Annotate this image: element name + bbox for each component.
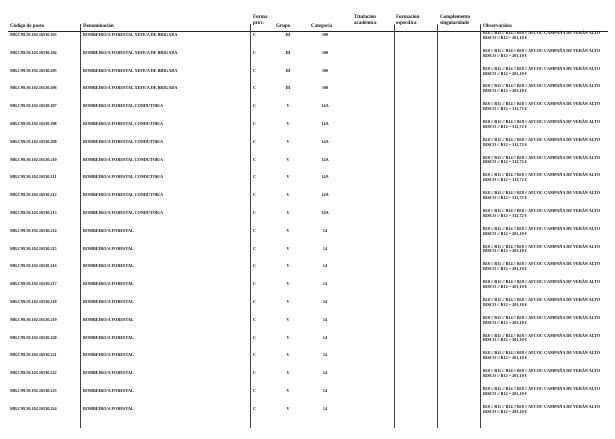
cell-observaciones: B10 // B11 // B14 // B18 // AFCOC CAMPAÑA DE VERÁN ALTO RISCO // B12 = 201,10 € bbox=[483, 403, 601, 414]
cell-grupo: V bbox=[286, 174, 290, 180]
cell-forma-prov: C bbox=[253, 67, 257, 73]
header-observaciones: Observacións bbox=[483, 24, 512, 29]
cell-denominacion: BOMBEIRO/A FORESTAL bbox=[83, 298, 134, 304]
table-row bbox=[0, 184, 615, 202]
cell-codigo: MR.C99.50.102.16530.213 bbox=[10, 209, 57, 215]
cell-observaciones: B10 // B11 // B14 // B18 // AFCOC CAMPAÑA DE VERÁN ALTO RISCO // B12 = 201,10 € bbox=[483, 332, 601, 343]
cell-forma-prov: C bbox=[253, 85, 257, 91]
cell-categoria: 14 bbox=[322, 298, 328, 304]
header-titulacion-line2: académica bbox=[354, 20, 377, 26]
cell-codigo: MR.C99.50.102.16530.222 bbox=[10, 370, 57, 376]
cell-codigo: MR.C99.50.102.16530.221 bbox=[10, 352, 57, 358]
cell-forma-prov: C bbox=[253, 156, 257, 162]
table-row bbox=[0, 362, 615, 380]
cell-categoria: 14A bbox=[321, 120, 329, 126]
cell-forma-prov: C bbox=[253, 174, 257, 180]
cell-forma-prov: C bbox=[253, 120, 257, 126]
cell-denominacion: BOMBEIRO/A FORESTAL bbox=[83, 405, 134, 411]
table-row bbox=[0, 255, 615, 273]
header-complemento-line1: Complemento bbox=[440, 15, 470, 20]
cell-denominacion: BOMBEIRO/A FORESTAL bbox=[83, 281, 134, 287]
cell-observaciones: B10 // B11 // B14 // B18 // AFCOC CAMPAÑA DE VERÁN ALTO RISCO // B12 = 201,10 € bbox=[483, 368, 601, 379]
cell-forma-prov: C bbox=[253, 138, 257, 144]
cell-codigo: MR.C99.50.102.16530.209 bbox=[10, 138, 57, 144]
header-grupo: Grupo bbox=[276, 24, 291, 29]
cell-grupo: III bbox=[285, 85, 291, 91]
cell-categoria: 14A bbox=[321, 138, 329, 144]
cell-grupo: V bbox=[286, 298, 290, 304]
table-row bbox=[0, 131, 615, 149]
cell-observaciones: B10 // B11 // B14 // B18 // AFCOC CAMPAÑA DE VERÁN ALTO RISCO // B12 = 201,10 € bbox=[483, 350, 601, 361]
cell-forma-prov: C bbox=[253, 227, 257, 233]
table-row bbox=[0, 95, 615, 113]
cell-denominacion: BOMBEIRO/A FORESTAL XEFE/A DE BRIGADA bbox=[83, 67, 178, 73]
cell-denominacion: BOMBEIRO/A FORESTAL XEFE/A DE BRIGADA bbox=[83, 49, 178, 55]
cell-forma-prov: C bbox=[253, 334, 257, 340]
cell-codigo: MR.C99.50.102.16530.215 bbox=[10, 245, 57, 251]
cell-forma-prov: C bbox=[253, 281, 257, 287]
cell-categoria: 14 bbox=[322, 352, 328, 358]
cell-codigo: MR.C99.50.102.16530.205 bbox=[10, 67, 57, 73]
cell-grupo: III bbox=[285, 67, 291, 73]
cell-observaciones: B10 // B11 // B14 // B18 // AFCOC CAMPAÑA DE VERÁN ALTO RISCO // B12 = 201,10 € bbox=[483, 279, 601, 290]
cell-codigo: MR.C99.50.102.16530.210 bbox=[10, 156, 57, 162]
table-row bbox=[0, 166, 615, 184]
cell-categoria: 100 bbox=[321, 85, 329, 91]
cell-observaciones: B10 // B11 // B14 // B18 // AFCOC CAMPAÑA DE VERÁN ALTO RISCO // B12 = 201,10 € bbox=[483, 83, 601, 94]
cell-denominacion: BOMBEIRO/A FORESTAL CONDUTOR/A bbox=[83, 174, 164, 180]
cell-denominacion: BOMBEIRO/A FORESTAL bbox=[83, 245, 134, 251]
header-categoria: Categoría bbox=[311, 24, 333, 29]
cell-codigo: MR.C99.50.102.16530.204 bbox=[10, 49, 57, 55]
cell-grupo: V bbox=[286, 209, 290, 215]
cell-forma-prov: C bbox=[253, 405, 257, 411]
cell-observaciones: B10 // B11 // B14 // B18 // AFCOC CAMPAÑA DE VERÁN ALTO RISCO // B12 = 312,72 € bbox=[483, 190, 601, 201]
cell-denominacion: BOMBEIRO/A FORESTAL bbox=[83, 352, 134, 358]
cell-observaciones: B10 // B11 // B14 // B18 // AFCOC CAMPAÑA DE VERÁN ALTO RISCO // B12 = 312,72 € bbox=[483, 172, 601, 183]
cell-denominacion: BOMBEIRO/A FORESTAL CONDUTOR/A bbox=[83, 209, 164, 215]
cell-categoria: 14 bbox=[322, 334, 328, 340]
cell-grupo: V bbox=[286, 103, 290, 109]
table-row bbox=[0, 42, 615, 60]
cell-denominacion: BOMBEIRO/A FORESTAL XEFE/A DE BRIGADA bbox=[83, 85, 178, 91]
table-row bbox=[0, 202, 615, 220]
cell-grupo: V bbox=[286, 316, 290, 322]
cell-forma-prov: C bbox=[253, 370, 257, 376]
cell-grupo: III bbox=[285, 49, 291, 55]
cell-codigo: MR.C99.50.102.16530.216 bbox=[10, 263, 57, 269]
cell-grupo: V bbox=[286, 370, 290, 376]
cell-forma-prov: C bbox=[253, 245, 257, 251]
cell-categoria: 14 bbox=[322, 370, 328, 376]
table-row bbox=[0, 344, 615, 362]
cell-forma-prov: C bbox=[253, 352, 257, 358]
cell-observaciones: B10 // B11 // B14 // B18 // AFCOC CAMPAÑA DE VERÁN ALTO RISCO // B12 = 201,10 € bbox=[483, 30, 601, 40]
cell-observaciones: B10 // B11 // B14 // B18 // AFCOC CAMPAÑA DE VERÁN ALTO RISCO // B12 = 201,10 € bbox=[483, 385, 601, 396]
table-row bbox=[0, 380, 615, 398]
cell-codigo: MR.C99.50.102.16530.212 bbox=[10, 192, 57, 198]
cell-grupo: V bbox=[286, 334, 290, 340]
cell-categoria: 14 bbox=[322, 263, 328, 269]
cell-codigo: MR.C99.50.102.16530.203 bbox=[10, 32, 57, 37]
cell-observaciones: B10 // B11 // B14 // B18 // AFCOC CAMPAÑA DE VERÁN ALTO RISCO // B12 = 312,72 € bbox=[483, 207, 601, 218]
cell-denominacion: BOMBEIRO/A FORESTAL bbox=[83, 263, 134, 269]
cell-forma-prov: C bbox=[253, 103, 257, 109]
cell-codigo: MR.C99.50.102.16530.223 bbox=[10, 387, 57, 393]
cell-denominacion: BOMBEIRO/A FORESTAL CONDUTOR/A bbox=[83, 156, 164, 162]
cell-categoria: 14A bbox=[321, 192, 329, 198]
header-forma-line2: prov. bbox=[253, 20, 264, 26]
cell-categoria: 100 bbox=[321, 49, 329, 55]
cell-grupo: V bbox=[286, 156, 290, 162]
cell-forma-prov: C bbox=[253, 316, 257, 322]
cell-categoria: 14 bbox=[322, 227, 328, 233]
header-titulacion-line1: Titulación bbox=[354, 15, 376, 20]
table-row bbox=[0, 149, 615, 167]
cell-denominacion: BOMBEIRO/A FORESTAL CONDUTOR/A bbox=[83, 192, 164, 198]
cell-codigo: MR.C99.50.102.16530.214 bbox=[10, 227, 57, 233]
cell-observaciones: B10 // B11 // B14 // B18 // AFCOC CAMPAÑA DE VERÁN ALTO RISCO // B12 = 312,72 € bbox=[483, 101, 601, 112]
cell-denominacion: BOMBEIRO/A FORESTAL XEFE/A DE BRIGADA bbox=[83, 32, 178, 37]
cell-grupo: V bbox=[286, 138, 290, 144]
header-formacion-line2: específica bbox=[396, 20, 417, 26]
cell-codigo: MR.C99.50.102.16530.207 bbox=[10, 103, 57, 109]
cell-observaciones: B10 // B11 // B14 // B18 // AFCOC CAMPAÑA DE VERÁN ALTO RISCO // B12 = 201,10 € bbox=[483, 225, 601, 236]
header-complemento-line2: singularidade bbox=[440, 20, 470, 26]
table-row bbox=[0, 291, 615, 309]
cell-observaciones: B10 // B11 // B14 // B18 // AFCOC CAMPAÑA DE VERÁN ALTO RISCO // B12 = 201,10 € bbox=[483, 261, 601, 272]
cell-denominacion: BOMBEIRO/A FORESTAL bbox=[83, 334, 134, 340]
cell-categoria: 100 bbox=[321, 32, 329, 37]
cell-grupo: V bbox=[286, 263, 290, 269]
cell-grupo: V bbox=[286, 192, 290, 198]
cell-grupo: V bbox=[286, 281, 290, 287]
cell-grupo: V bbox=[286, 387, 290, 393]
cell-forma-prov: C bbox=[253, 32, 257, 37]
header-denominacion: Denominación bbox=[83, 24, 114, 29]
table-row bbox=[0, 327, 615, 345]
cell-observaciones: B10 // B11 // B14 // B18 // AFCOC CAMPAÑA DE VERÁN ALTO RISCO // B12 = 201,10 € bbox=[483, 47, 601, 58]
cell-denominacion: BOMBEIRO/A FORESTAL bbox=[83, 387, 134, 393]
cell-grupo: III bbox=[285, 32, 291, 37]
cell-observaciones: B10 // B11 // B14 // B18 // AFCOC CAMPAÑA DE VERÁN ALTO RISCO // B12 = 201,10 € bbox=[483, 243, 601, 254]
cell-denominacion: BOMBEIRO/A FORESTAL CONDUTOR/A bbox=[83, 103, 164, 109]
cell-codigo: MR.C99.50.102.16530.206 bbox=[10, 85, 57, 91]
cell-denominacion: BOMBEIRO/A FORESTAL bbox=[83, 316, 134, 322]
cell-categoria: 14 bbox=[322, 281, 328, 287]
table-body bbox=[0, 24, 615, 416]
cell-grupo: V bbox=[286, 227, 290, 233]
cell-forma-prov: C bbox=[253, 209, 257, 215]
cell-grupo: V bbox=[286, 352, 290, 358]
table-row bbox=[0, 113, 615, 131]
cell-observaciones: B10 // B11 // B14 // B18 // AFCOC CAMPAÑA DE VERÁN ALTO RISCO // B12 = 201,10 € bbox=[483, 314, 601, 325]
cell-forma-prov: C bbox=[253, 49, 257, 55]
cell-categoria: 14A bbox=[321, 174, 329, 180]
table-row bbox=[0, 77, 615, 95]
header-codigo: Código de posto bbox=[10, 24, 45, 29]
cell-forma-prov: C bbox=[253, 387, 257, 393]
table-row bbox=[0, 60, 615, 78]
cell-denominacion: BOMBEIRO/A FORESTAL CONDUTOR/A bbox=[83, 138, 164, 144]
cell-denominacion: BOMBEIRO/A FORESTAL bbox=[83, 227, 134, 233]
table-row bbox=[0, 220, 615, 238]
cell-categoria: 100 bbox=[321, 67, 329, 73]
cell-codigo: MR.C99.50.102.16530.218 bbox=[10, 298, 57, 304]
cell-categoria: 14 bbox=[322, 405, 328, 411]
cell-categoria: 14 bbox=[322, 387, 328, 393]
table-row bbox=[0, 238, 615, 256]
cell-denominacion: BOMBEIRO/A FORESTAL bbox=[83, 370, 134, 376]
header-formacion-line1: Formación bbox=[396, 15, 420, 20]
cell-denominacion: BOMBEIRO/A FORESTAL CONDUTOR/A bbox=[83, 120, 164, 126]
cell-categoria: 14 bbox=[322, 316, 328, 322]
cell-categoria: 14A bbox=[321, 103, 329, 109]
cell-codigo: MR.C99.50.102.16530.220 bbox=[10, 334, 57, 340]
cell-forma-prov: C bbox=[253, 192, 257, 198]
cell-codigo: MR.C99.50.102.16530.208 bbox=[10, 120, 57, 126]
cell-grupo: V bbox=[286, 405, 290, 411]
table-row bbox=[0, 398, 615, 416]
cell-categoria: 14 bbox=[322, 245, 328, 251]
cell-grupo: V bbox=[286, 120, 290, 126]
table-row bbox=[0, 24, 615, 42]
cell-codigo: MR.C99.50.102.16530.219 bbox=[10, 316, 57, 322]
cell-categoria: 14A bbox=[321, 156, 329, 162]
cell-forma-prov: C bbox=[253, 263, 257, 269]
cell-observaciones: B10 // B11 // B14 // B18 // AFCOC CAMPAÑA DE VERÁN ALTO RISCO // B12 = 201,10 € bbox=[483, 65, 601, 76]
cell-observaciones: B10 // B11 // B14 // B18 // AFCOC CAMPAÑA DE VERÁN ALTO RISCO // B12 = 312,72 € bbox=[483, 154, 601, 165]
cell-observaciones: B10 // B11 // B14 // B18 // AFCOC CAMPAÑA DE VERÁN ALTO RISCO // B12 = 312,72 € bbox=[483, 118, 601, 129]
cell-forma-prov: C bbox=[253, 298, 257, 304]
cell-codigo: MR.C99.50.102.16530.224 bbox=[10, 405, 57, 411]
cell-categoria: 14A bbox=[321, 209, 329, 215]
cell-codigo: MR.C99.50.102.16530.217 bbox=[10, 281, 57, 287]
cell-observaciones: B10 // B11 // B14 // B18 // AFCOC CAMPAÑA DE VERÁN ALTO RISCO // B12 = 201,10 € bbox=[483, 296, 601, 307]
table-row bbox=[0, 273, 615, 291]
cell-grupo: V bbox=[286, 245, 290, 251]
cell-codigo: MR.C99.50.102.16530.211 bbox=[10, 174, 57, 180]
header-forma-line1: Forma bbox=[253, 15, 268, 20]
cell-observaciones: B10 // B11 // B14 // B18 // AFCOC CAMPAÑA DE VERÁN ALTO RISCO // B12 = 312,72 € bbox=[483, 136, 601, 147]
table-row bbox=[0, 309, 615, 327]
